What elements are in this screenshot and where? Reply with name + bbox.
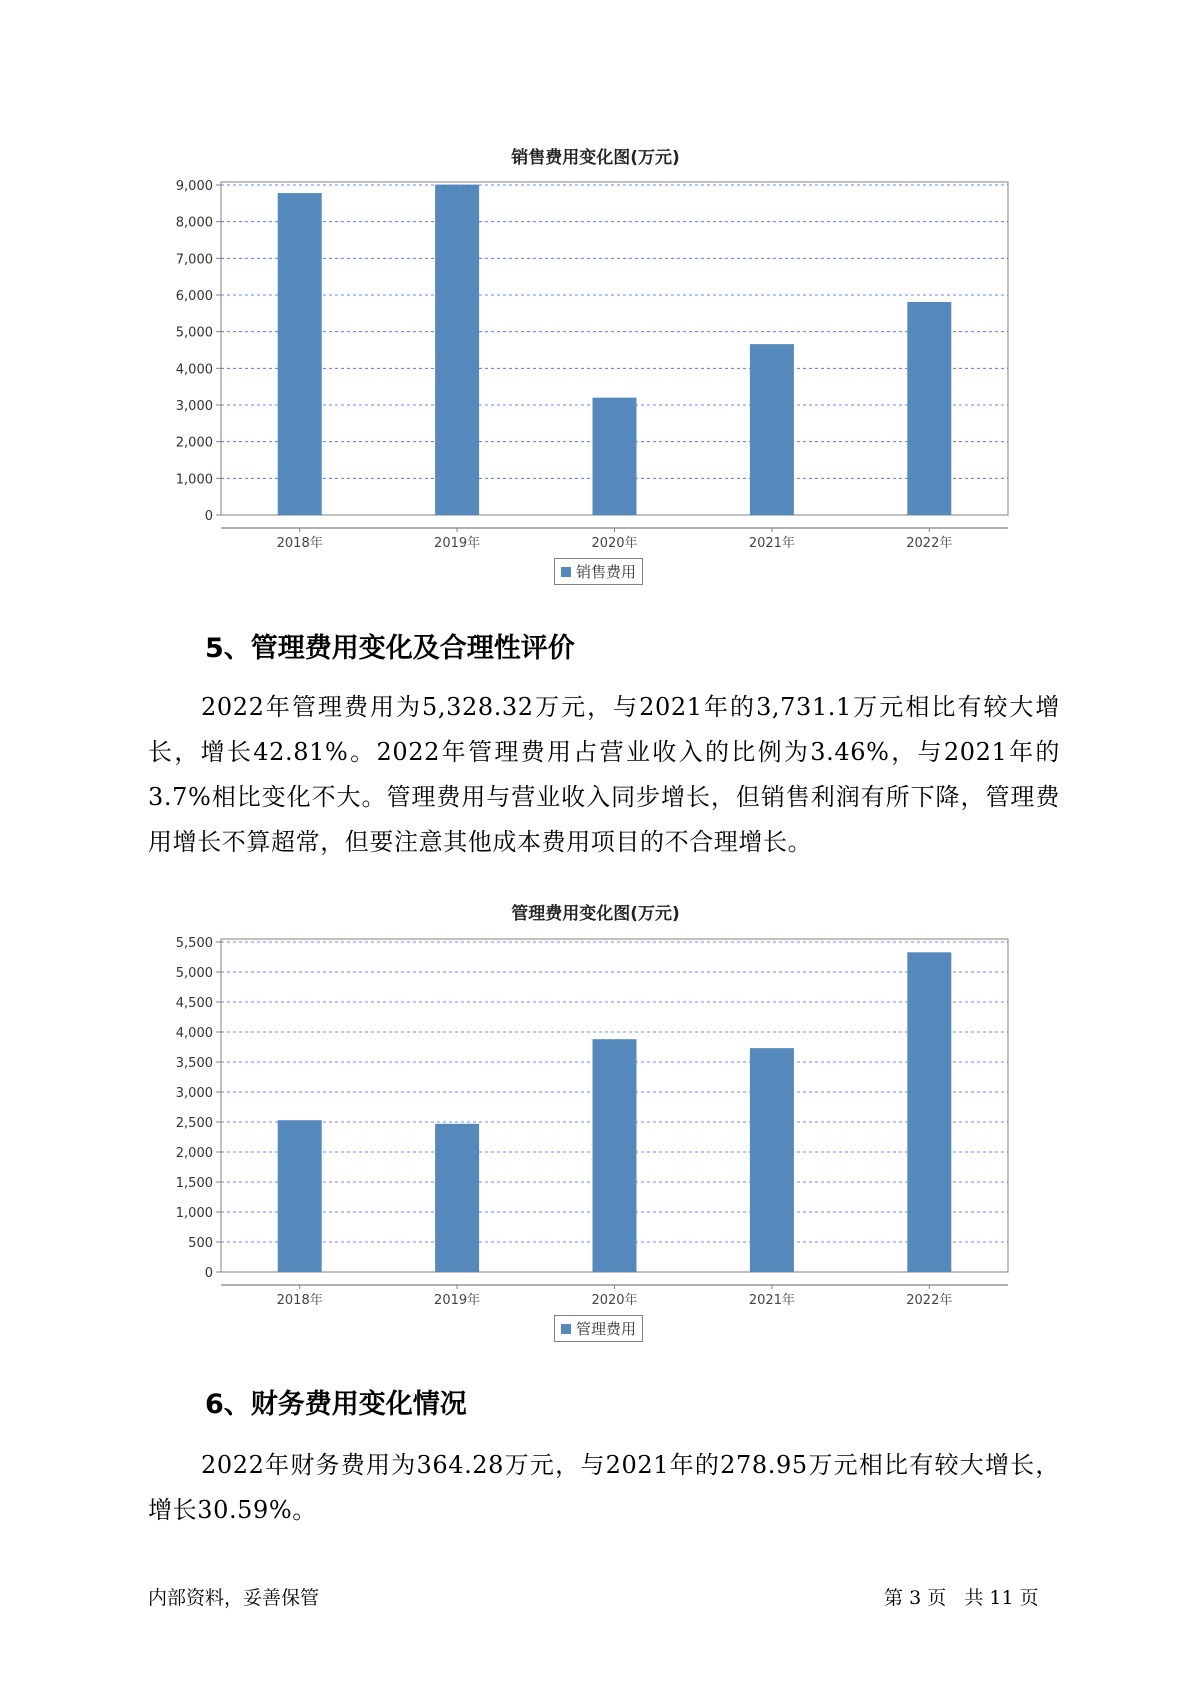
y-tick-label: 0 <box>204 1266 213 1281</box>
x-tick-label: 2022年 <box>906 536 953 551</box>
y-tick-label: 2,000 <box>175 435 213 451</box>
legend-swatch <box>561 567 571 577</box>
y-tick-label: 2,000 <box>175 1146 213 1161</box>
legend-swatch <box>561 1324 571 1334</box>
chart-legend <box>554 558 643 585</box>
y-tick-label: 0 <box>204 509 213 524</box>
y-tick-label: 9,000 <box>175 179 213 194</box>
y-tick-label: 3,000 <box>175 399 213 414</box>
bar <box>278 193 322 515</box>
page-suffix: 页 <box>1019 1587 1039 1609</box>
bar <box>593 1039 637 1272</box>
total-pages: 11 <box>989 1587 1014 1609</box>
x-tick-label: 2018年 <box>276 1293 323 1308</box>
y-tick-label: 1,500 <box>175 1176 213 1191</box>
footer-confidential-note: 内部资料，妥善保管 <box>148 1587 320 1609</box>
section-paragraph: 2022年管理费用为5,328.32万元，与2021年的3,731.1万元相比有较大增长，增长42.81%。2022年管理费用占营业收入的比例为3.46%，与2021年的3.7%相比变化不大。管理费用与营业收入同步增长，但销售利润有所下降，管理费用增长不算超常，但要注意其他成本费用项目的不合理增长。 <box>148 693 1060 856</box>
x-tick-label: 2020年 <box>591 536 638 551</box>
bar <box>750 344 794 515</box>
admin-expense-chart <box>0 927 1191 1307</box>
bar <box>750 1048 794 1272</box>
current-page: 3 <box>909 1587 922 1609</box>
y-tick-label: 5,500 <box>175 936 213 951</box>
y-tick-label: 6,000 <box>175 289 213 304</box>
y-tick-label: 5,000 <box>175 325 213 341</box>
y-tick-label: 4,000 <box>175 1026 213 1041</box>
y-tick-label: 500 <box>188 1236 213 1251</box>
x-tick-label: 2021年 <box>748 1293 795 1308</box>
x-tick-label: 2019年 <box>434 536 481 551</box>
y-tick-label: 8,000 <box>175 215 213 231</box>
chart-legend <box>554 1315 643 1342</box>
x-tick-label: 2022年 <box>906 1293 953 1308</box>
legend-label: 管理费用 <box>576 1320 637 1338</box>
y-tick-label: 3,000 <box>175 1086 213 1101</box>
y-tick-label: 7,000 <box>175 252 213 268</box>
page-prefix: 第 <box>884 1587 904 1609</box>
y-tick-label: 1,000 <box>175 472 213 488</box>
page-mid: 页 共 <box>927 1587 984 1609</box>
bar <box>907 952 951 1272</box>
sales-expense-chart <box>0 170 1191 550</box>
x-tick-label: 2018年 <box>276 536 323 551</box>
x-tick-label: 2020年 <box>591 1293 638 1308</box>
bar <box>435 1124 479 1272</box>
x-tick-label: 2019年 <box>434 1293 481 1308</box>
section-paragraph: 2022年财务费用为364.28万元，与2021年的278.95万元相比有较大增长，增长30.59%。 <box>148 1451 1060 1524</box>
bar <box>278 1120 322 1272</box>
y-tick-label: 1,000 <box>175 1206 213 1221</box>
section-heading: 5、管理费用变化及合理性评价 <box>205 633 575 664</box>
y-tick-label: 2,500 <box>175 1116 213 1131</box>
legend-label: 销售费用 <box>576 563 637 581</box>
y-tick-label: 5,000 <box>175 966 213 981</box>
y-tick-label: 4,500 <box>175 996 213 1011</box>
x-tick-label: 2021年 <box>748 536 795 551</box>
chart-title: 销售费用变化图(万元) <box>511 148 680 168</box>
y-tick-label: 3,500 <box>175 1056 213 1071</box>
y-tick-label: 4,000 <box>175 362 213 378</box>
footer-page-number <box>884 1583 1039 1610</box>
bar <box>907 302 951 515</box>
chart-title: 管理费用变化图(万元) <box>511 904 680 924</box>
section-heading: 6、财务费用变化情况 <box>205 1389 467 1420</box>
bar <box>593 398 637 515</box>
bar <box>435 185 479 515</box>
